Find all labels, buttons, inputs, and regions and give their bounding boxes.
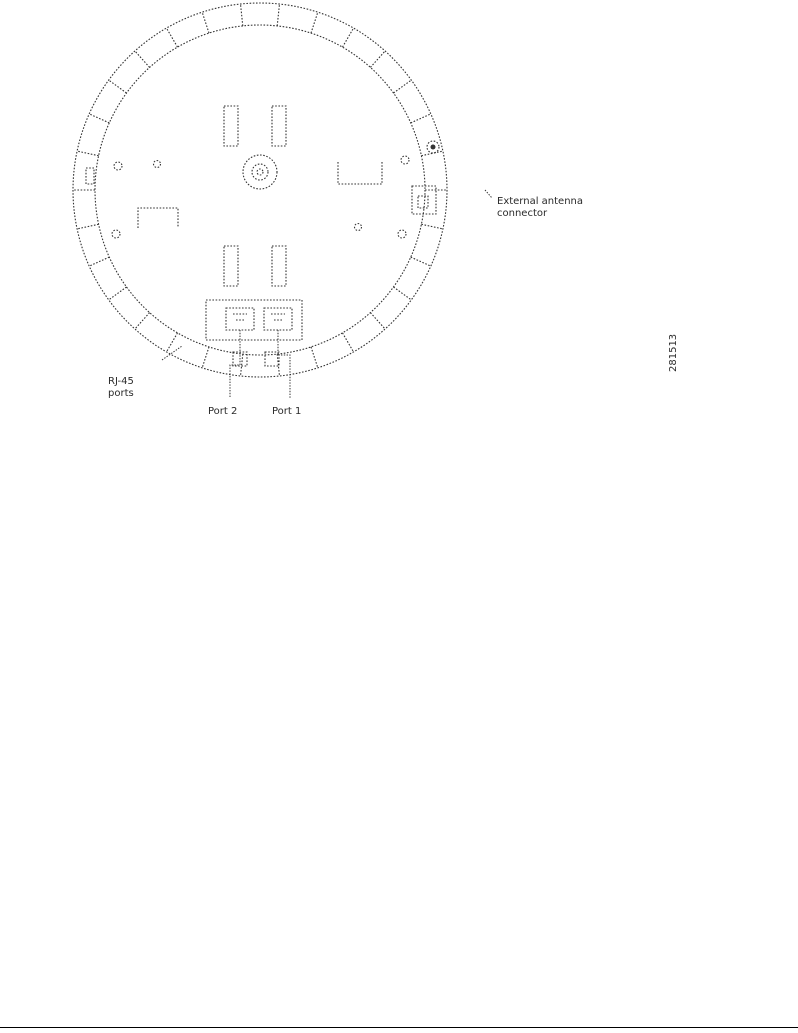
right-clip: [338, 162, 382, 184]
rim-segment: [343, 28, 354, 47]
rim-segment: [311, 12, 318, 33]
rim-segment: [109, 287, 127, 300]
figure-id: 281513: [668, 333, 679, 372]
mounting-slot-bottom-left: [224, 246, 238, 286]
page-bottom-rule: [0, 1027, 798, 1028]
rim-segment: [109, 80, 127, 93]
rim-segment: [202, 347, 209, 368]
rim-segment: [167, 333, 178, 352]
rim-segment: [135, 51, 150, 67]
rim-segment: [89, 114, 109, 123]
center-hub-inner: [252, 164, 268, 180]
screw-hole: [114, 162, 122, 170]
label-port-1: Port 1: [272, 406, 302, 417]
mounting-slot-bottom-right: [272, 246, 286, 286]
mounting-slot-top-right: [272, 106, 286, 146]
label-rj45-ports: RJ-45 ports: [108, 376, 134, 399]
rim-segment: [241, 4, 243, 26]
label-port-2: Port 2: [208, 406, 238, 417]
center-hub-core: [257, 169, 263, 175]
external-antenna-connector-core: [431, 145, 436, 150]
rim-segment: [77, 151, 99, 156]
right-rim-tab-inner: [418, 196, 428, 208]
rim-segment: [370, 313, 385, 329]
leader-rj45-ports: [162, 346, 182, 360]
rj45-port-1-latch: [271, 314, 285, 320]
rim-segment: [77, 224, 99, 229]
rim-segment: [394, 80, 412, 93]
left-rim-tab: [86, 168, 94, 184]
rim-segment: [421, 224, 443, 229]
rj45-port-2-latch: [233, 314, 247, 320]
rim-segment: [311, 347, 318, 368]
center-hub-outer: [243, 155, 277, 189]
rim-segment: [343, 333, 354, 352]
rim-segment: [411, 257, 431, 266]
screw-hole: [112, 230, 120, 238]
rim-segment: [394, 287, 412, 300]
housing-inner-rim: [95, 25, 425, 355]
rj45-port-2: [226, 308, 254, 330]
rj45-port-1: [264, 308, 292, 330]
rim-segment: [370, 51, 385, 67]
mounting-slot-top-left: [224, 106, 238, 146]
rim-segment: [89, 257, 109, 266]
rim-segment: [135, 313, 150, 329]
label-external-antenna-connector-line-1: External antenna connector: [497, 196, 584, 219]
screw-hole: [401, 156, 409, 164]
screw-hole: [398, 230, 406, 238]
rim-segment: [167, 28, 178, 47]
rim-segment: [277, 4, 279, 26]
housing-outer-rim: [73, 3, 447, 377]
leader-external-antenna: [485, 190, 492, 198]
screw-hole: [154, 161, 161, 168]
screw-hole: [355, 224, 362, 231]
left-clip: [138, 208, 178, 228]
rim-segment: [411, 114, 431, 123]
rim-segment: [202, 12, 209, 33]
rim-segments: [73, 4, 447, 376]
rim-segment: [241, 354, 243, 376]
